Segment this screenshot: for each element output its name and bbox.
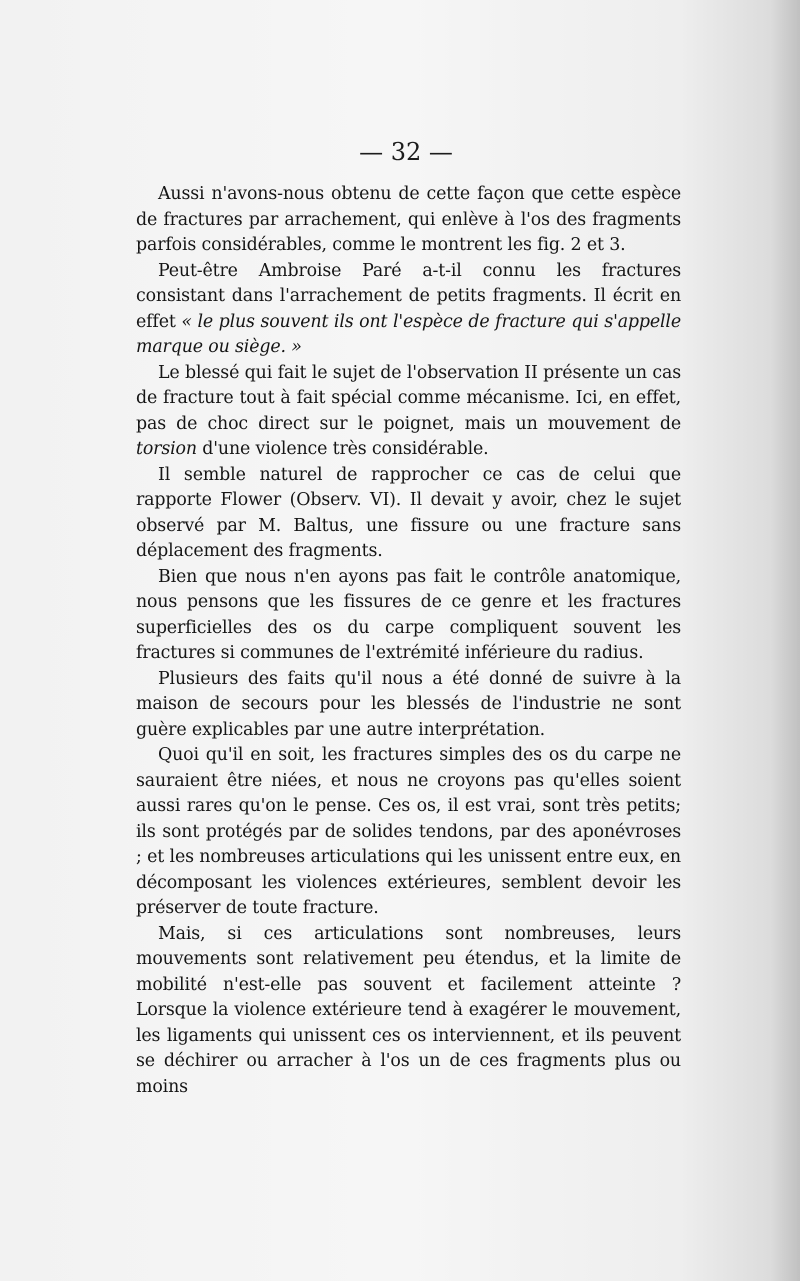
paragraph-3-start: Le blessé qui fait le sujet de l'observation II présente un cas de fracture tout à fait spécial comme mécanisme. Ici, en effet, pas de choc direct sur le poignet, mais un mouvement de bbox=[136, 362, 681, 434]
body-text bbox=[136, 182, 681, 1100]
pare-quote: « le plus souvent ils ont l'espèce de fracture qui s'appelle marque ou siège. » bbox=[136, 311, 681, 357]
paragraph-1: Aussi n'avons-nous obtenu de cette façon que cette espèce de fractures par arrachement, qui enlève à l'os des fragments parfois considérables, comme le montrent les fig. 2 et 3. bbox=[136, 184, 681, 255]
paragraph-7: Quoi qu'il en soit, les fractures simples des os du carpe ne sauraient être niées, et nous ne croyons pas qu'elles soient aussi rares qu'on le pense. Ces os, il est vrai, sont très petits; ils sont protégés par de solides tendons, par des aponévroses ; et les nombreuses articulations qui les unissent entre eux, en décomposant les violences extérieures, semblent devoir les préserver de toute fracture. bbox=[136, 745, 681, 918]
emphasis-torsion: torsion bbox=[136, 439, 197, 459]
paragraph-3-end: d'une violence très considérable. bbox=[202, 439, 489, 459]
paragraph-2-text: Peut-être Ambroise Paré a-t-il connu les fractures consistant dans l'arrachement de petits fragments. Il écrit en effet bbox=[136, 260, 681, 332]
paragraph-8: Mais, si ces articulations sont nombreuses, leurs mouvements sont relativement peu étendus, et la limite de mobilité n'est-elle pas souvent et facilement atteinte ? Lorsque la violence extérieure tend à exagérer le mouvement, les ligaments qui unissent ces os interviennent, et ils peuvent se déchirer ou arracher à l'os un de ces fragments plus ou moins bbox=[136, 923, 681, 1097]
page-number: — 32 — bbox=[359, 138, 453, 166]
paragraph-4: Il semble naturel de rapprocher ce cas de celui que rapporte Flower (Observ. VI). Il devait y avoir, chez le sujet observé par M. Baltus, une fissure ou une fracture sans déplacement des fragments. bbox=[136, 464, 681, 561]
page-edge-shadow bbox=[770, 0, 800, 1281]
paragraph-6: Plusieurs des faits qu'il nous a été donné de suivre à la maison de secours pour les blessés de l'industrie ne sont guère explicables par une autre interprétation. bbox=[136, 668, 681, 740]
paragraph-5: Bien que nous n'en ayons pas fait le contrôle anatomique, nous pensons que les fissures de ce genre et les fractures superficielles des os du carpe compliquent souvent les fractures si communes de l'extrémité inférieure du radius. bbox=[136, 566, 681, 663]
paragraph-3 bbox=[136, 361, 681, 463]
paragraph-2 bbox=[136, 259, 681, 361]
